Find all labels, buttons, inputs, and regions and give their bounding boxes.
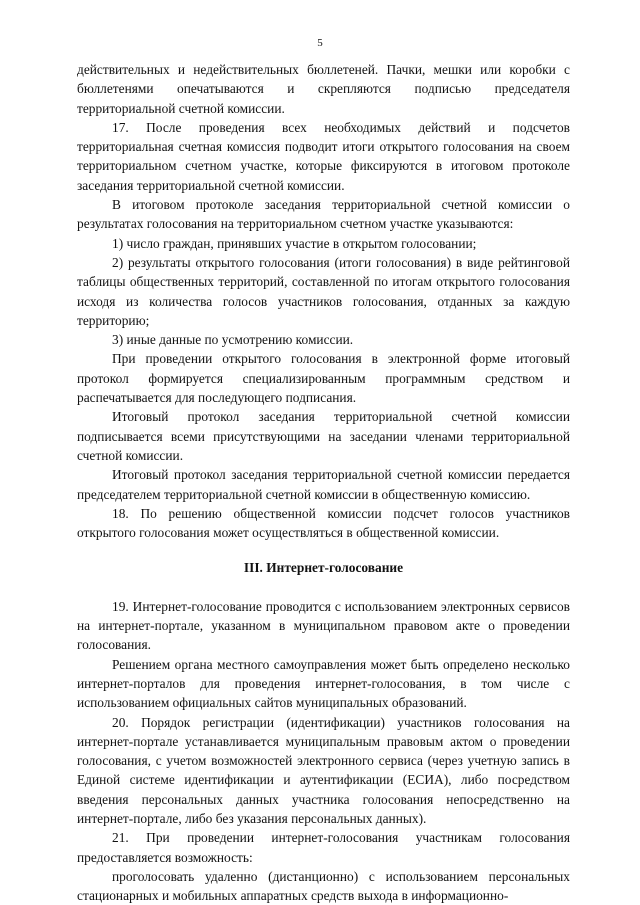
paragraph: Итоговый протокол заседания территориальной счетной комиссии подписывается всеми присутствующими на заседании членами территориальной счетной комиссии. <box>77 409 570 463</box>
page-number: 5 <box>317 37 323 49</box>
paragraph: 21. При проведении интернет-голосования участникам голосования предоставляется возможность: <box>77 830 570 865</box>
paragraph: 19. Интернет-голосование проводится с использованием электронных сервисов на интернет-портале, указанном в муниципальном правовом акте о проведении голосования. <box>77 598 570 653</box>
list-item: 2) результаты открытого голосования (итоги голосования) в виде рейтинговой таблицы общественных территорий, составленной по итогам открытого голосования исходя из количества голосов участников голосования, отданных за каждую территорию; <box>77 254 570 328</box>
paragraph: 20. Порядок регистрации (идентификации) участников голосования на интернет-портале устанавливается муниципальным правовым актом о проведении голосования, с учетом возможностей электронного сервиса (через учетную запись в Единой системе идентификации и аутентификации (ЕСИА), либо посредством введения персональных данных участника голосования непосредственно на интернет-портале, либо без указания персональных данных). <box>77 714 570 826</box>
paragraph: 17. После проведения всех необходимых действий и подсчетов территориальная счетная комиссия подводит итоги открытого голосования на своем территориальном счетном участке, которые фиксируются в итоговом протоколе заседания территориальной счетной комиссии. <box>77 119 570 193</box>
paragraph: действительных и недействительных бюллетеней. Пачки, мешки или коробки с бюллетенями опечатываются и скрепляются подписью председателя территориальной счетной комиссии. <box>77 62 570 116</box>
section-heading: III. Интернет-голосование <box>243 560 404 576</box>
paragraph: Итоговый протокол заседания территориальной счетной комиссии передается председателем территориальной счетной комиссии в общественную комиссию. <box>77 467 570 502</box>
paragraph: проголосовать удаленно (дистанционно) с использованием персональных стационарных и мобильных аппаратных средств выхода в информационно- <box>77 868 570 904</box>
list-item: 1) число граждан, принявших участие в открытом голосовании; <box>112 235 477 251</box>
paragraph: Решением органа местного самоуправления может быть определено несколько интернет-порталов для проведения интернет-голосования, в том числе с использованием официальных сайтов муниципальных образований. <box>77 656 570 711</box>
paragraph: При проведении открытого голосования в электронной форме итоговый протокол формируется специализированным программным средством и распечатывается для последующего подписания. <box>77 351 570 406</box>
paragraph: В итоговом протоколе заседания территориальной счетной комиссии о результатах голосования на территориальном счетном участке указываются: <box>77 197 570 232</box>
document-body <box>77 60 570 905</box>
list-item: 3) иные данные по усмотрению комиссии. <box>112 332 354 348</box>
paragraph: 18. По решению общественной комиссии подсчет голосов участников открытого голосования может осуществляться в общественной комиссии. <box>77 505 570 541</box>
